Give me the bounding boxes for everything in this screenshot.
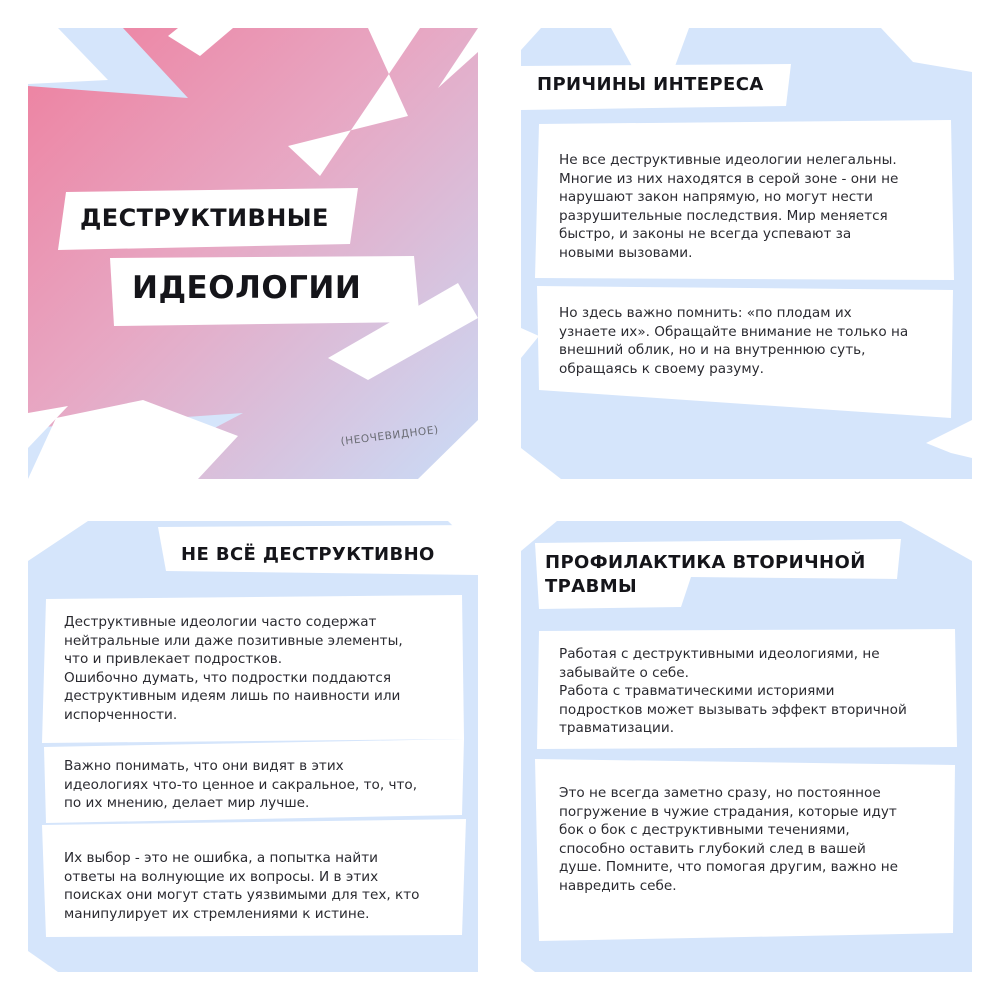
prevention-title-line2: ТРАВМЫ xyxy=(545,576,638,597)
interest-paragraph-1: Не все деструктивные идеологии нелегальны. Многие из них находятся в серой зоне - они не нарушают закон напрямую, но могут нести разрушительные последствия. Мир меняется быстро, и законы не всегда успевают за новыми вызовами. xyxy=(559,152,899,261)
cover-title-line2: ИДЕОЛОГИИ xyxy=(132,270,362,306)
not-all-paragraph-3: Их выбор - это не ошибка, а попытка найти ответы на волнующие их вопросы. И в этих поисках они могут стать уязвимыми для тех, кто манипулирует их стремлениями к истине. xyxy=(64,850,420,922)
not-all-paragraph-1: Деструктивные идеологии часто содержат нейтральные или даже позитивные элементы, что и привлекает подростков. Ошибочно думать, что подростки поддаются деструктивным идеям лишь по наивности или испорченности. xyxy=(64,614,403,723)
watermark: (НЕОЧЕВИДНОЕ) xyxy=(340,423,440,448)
prevention-paragraph-2: Это не всегда заметно сразу, но постоянное погружение в чужие страдания, которые идут бок о бок с деструктивными течениями, способно оставить глубокий след в вашей душе. Помните, что помогая другим, важно не навредить себе. xyxy=(559,785,898,894)
interest-slide xyxy=(521,28,972,479)
cover-slide xyxy=(28,28,478,479)
not-all-paragraph-2: Важно понимать, что они видят в этих идеологиях что-то ценное и сакральное, то, что, по их мнению, делает мир лучше. xyxy=(64,758,418,812)
prevention-title xyxy=(545,551,866,599)
not-all-slide xyxy=(28,521,478,972)
interest-paragraph-2: Но здесь важно помнить: «по плодам их узнаете их». Обращайте внимание не только на внешний облик, но и на внутреннюю суть, обращаясь к своему разуму. xyxy=(559,305,909,377)
interest-title: ПРИЧИНЫ ИНТЕРЕСА xyxy=(537,74,764,95)
cover-background xyxy=(28,28,478,479)
prevention-paragraph-1: Работая с деструктивными идеологиями, не забывайте о себе. Работа с травматическими историями подростков может вызывать эффект вторичной травматизации. xyxy=(559,646,907,737)
cover-title-line1: ДЕСТРУКТИВНЫЕ xyxy=(80,204,329,232)
prevention-title-line1: ПРОФИЛАКТИКА ВТОРИЧНОЙ xyxy=(545,552,866,573)
prevention-slide xyxy=(521,521,972,972)
not-all-title: НЕ ВСЁ ДЕСТРУКТИВНО xyxy=(181,544,435,565)
